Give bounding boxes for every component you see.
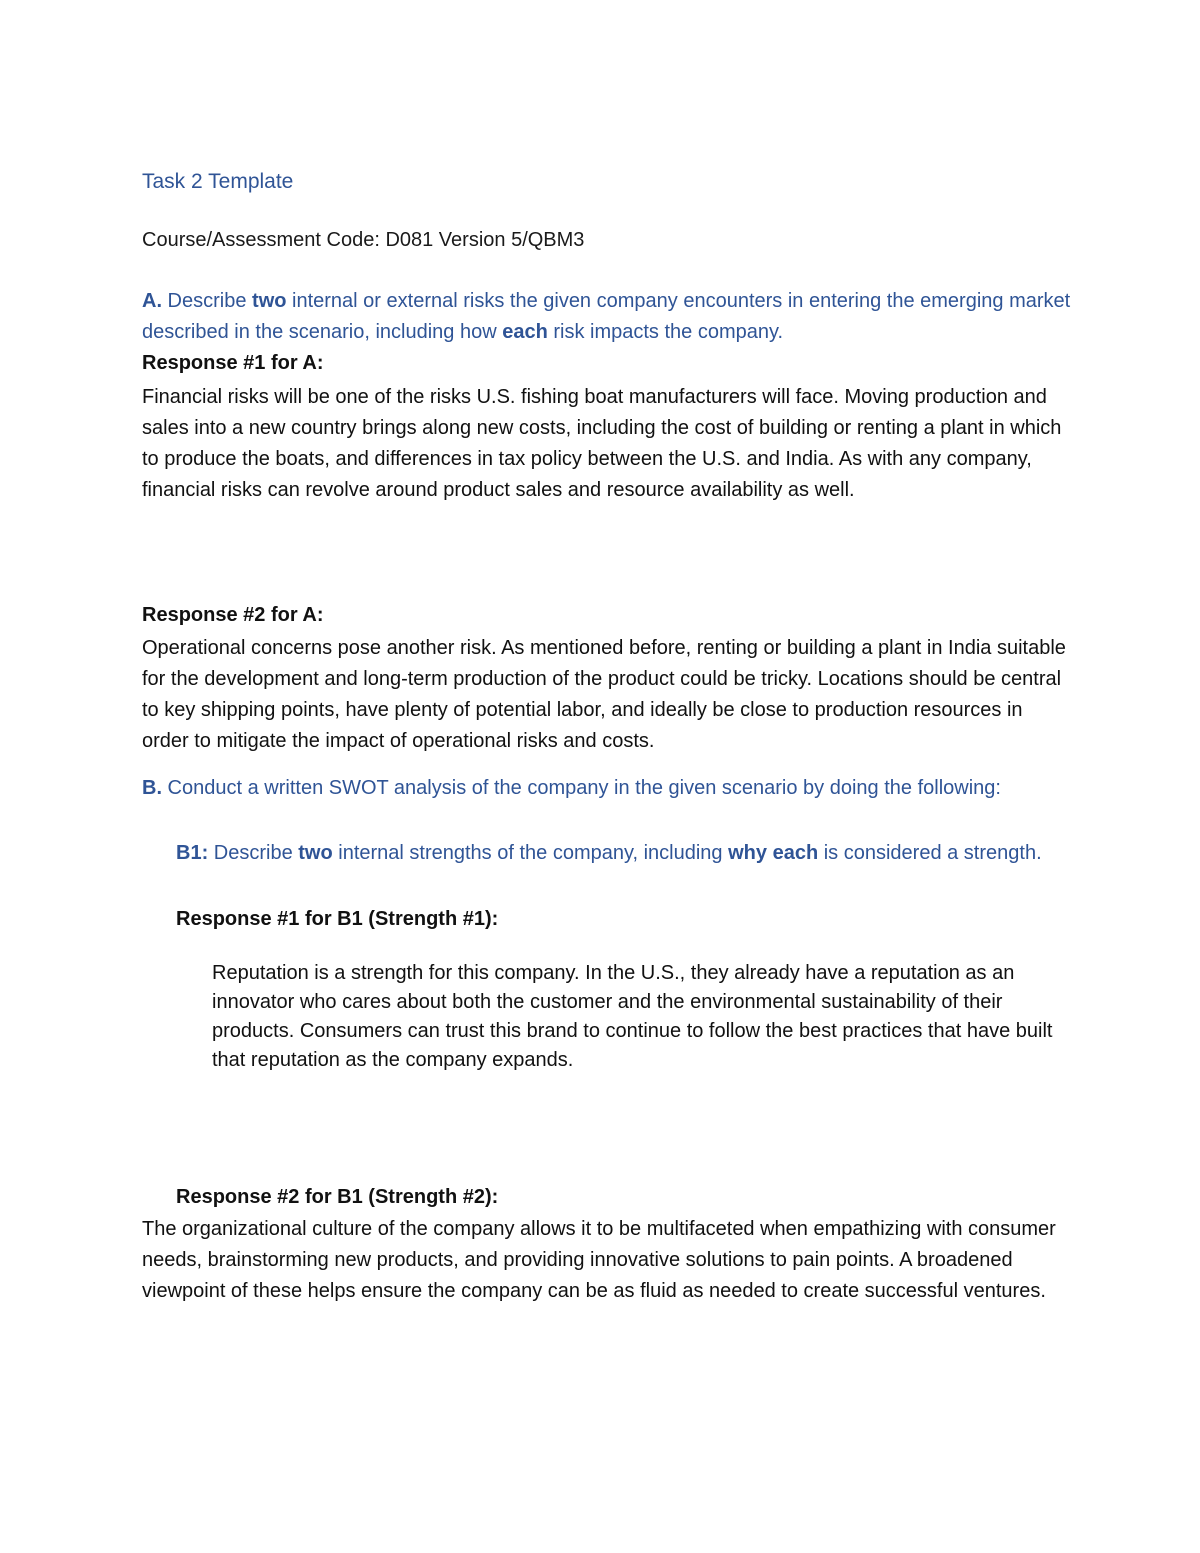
response-b1-2-heading: Response #2 for B1 (Strength #2): xyxy=(176,1186,499,1208)
section-a-label: A. xyxy=(142,290,162,312)
section-b-label: B. xyxy=(142,777,162,799)
document-title: Task 2 Template xyxy=(142,170,294,193)
section-a-emphasis-each: each xyxy=(502,321,548,343)
response-a2-text: Operational concerns pose another risk. As mentioned before, renting or building a plant in India suitable for the development and long-term production of the product could be tricky. Locations should be central to key shipping points, have plenty of potential labor, and ideally be close to production resources in order to mitigate the impact of operational risks and costs. xyxy=(142,637,1066,752)
section-b1-prompt-text: Describe xyxy=(208,842,299,864)
section-b-prompt-text: Conduct a written SWOT analysis of the company in the given scenario by doing the following: xyxy=(162,777,1001,799)
response-b1-2-text: The organizational culture of the company allows it to be multifaceted when empathizing with consumer needs, brainstorming new products, and providing innovative solutions to pain points. A broadened viewpoint of these helps ensure the company can be as fluid as needed to create successful ventures. xyxy=(142,1218,1056,1302)
section-b-prompt xyxy=(142,773,1072,804)
response-a2-heading: Response #2 for A: xyxy=(142,604,324,626)
section-a-emphasis-two: two xyxy=(252,290,287,312)
section-b1-label: B1: xyxy=(176,842,209,864)
section-b1-prompt-text: is considered a strength. xyxy=(818,842,1042,864)
response-b1-1-heading: Response #1 for B1 (Strength #1): xyxy=(176,908,499,930)
section-b1-emphasis-two: two xyxy=(298,842,333,864)
section-a-prompt-text: Describe xyxy=(162,290,253,312)
course-code: Course/Assessment Code: D081 Version 5/QBM3 xyxy=(142,229,585,251)
response-a1-heading: Response #1 for A: xyxy=(142,352,324,374)
section-b1-prompt xyxy=(176,838,1056,869)
section-a-prompt-text: risk impacts the company. xyxy=(547,321,784,343)
section-b1-prompt-text: internal strengths of the company, including xyxy=(332,842,729,864)
response-b1-1-text: Reputation is a strength for this company. In the U.S., they already have a reputation as an innovator who cares about both the customer and the environmental sustainability of their products. Consumers can trust this brand to continue to follow the best practices that have built that reputation as the company expands. xyxy=(212,962,1053,1071)
response-a1-text: Financial risks will be one of the risks U.S. fishing boat manufacturers will face. Moving production and sales into a new country brings along new costs, including the cost of building or renting a plant in which to produce the boats, and differences in tax policy between the U.S. and India. As with any company, financial risks can revolve around product sales and resource availability as well. xyxy=(142,386,1062,501)
section-a-prompt xyxy=(142,286,1072,348)
section-a-prompt-text: internal or external risks the given company encounters in entering the emerging market described in the scenario, including how xyxy=(142,290,1071,343)
section-b1-emphasis-why-each: why each xyxy=(728,842,819,864)
